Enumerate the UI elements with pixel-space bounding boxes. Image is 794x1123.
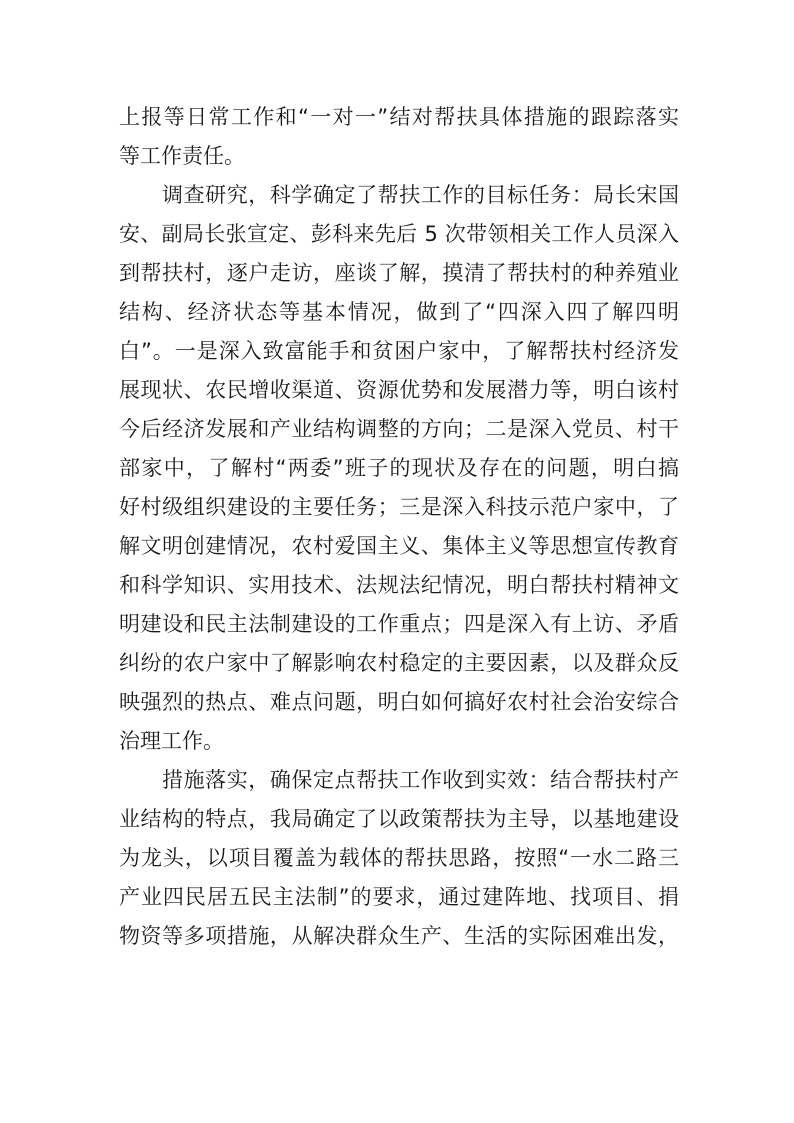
text-line: 解文明创建情况，农村爱国主义、集体主义等思想宣传教育 bbox=[119, 534, 679, 558]
text-line: 物资等多项措施，从解决群众生产、生活的实际困难出发， bbox=[119, 924, 679, 948]
body-text bbox=[119, 98, 679, 956]
text-line: 等工作责任。 bbox=[119, 144, 245, 168]
text-line: 上报等日常工作和“一对一”结对帮扶具体措施的跟踪落实 bbox=[119, 105, 679, 129]
text-line: 今后经济发展和产业结构调整的方向；二是深入党员、村干 bbox=[119, 417, 679, 441]
text-line: 到帮扶村，逐户走访，座谈了解，摸清了帮扶村的种养殖业 bbox=[119, 261, 679, 285]
text-line: 结构、经济状态等基本情况，做到了“四深入四了解四明 bbox=[119, 300, 679, 324]
text-line: 白”。一是深入致富能手和贫困户家中，了解帮扶村经济发 bbox=[119, 339, 679, 363]
text-line: 展现状、农民增收渠道、资源优势和发展潜力等，明白该村 bbox=[119, 378, 679, 402]
text-line: 和科学知识、实用技术、法规法纪情况，明白帮扶村精神文 bbox=[119, 573, 679, 597]
text-line: 映强烈的热点、难点问题，明白如何搞好农村社会治安综合 bbox=[119, 690, 679, 714]
paragraph-start-line: 调查研究，科学确定了帮扶工作的目标任务：局长宋国 bbox=[162, 183, 679, 207]
text-line: 明建设和民主法制建设的工作重点；四是深入有上访、矛盾 bbox=[119, 612, 679, 636]
text-line: 产业四民居五民主法制”的要求，通过建阵地、找项目、捐 bbox=[119, 885, 679, 909]
text-line: 安、副局长张宣定、彭科来先后 5 次带领相关工作人员深入 bbox=[119, 222, 679, 246]
text-line: 业结构的特点，我局确定了以政策帮扶为主导，以基地建设 bbox=[119, 807, 679, 831]
text-line: 为龙头，以项目覆盖为载体的帮扶思路，按照“一水二路三 bbox=[119, 846, 679, 870]
text-line: 部家中，了解村“两委”班子的现状及存在的问题，明白搞 bbox=[119, 456, 679, 480]
text-line: 治理工作。 bbox=[119, 729, 224, 753]
text-line: 好村级组织建设的主要任务；三是深入科技示范户家中，了 bbox=[119, 495, 679, 519]
paragraph-start-line: 措施落实，确保定点帮扶工作收到实效：结合帮扶村产 bbox=[162, 768, 679, 792]
text-line: 纠纷的农户家中了解影响农村稳定的主要因素，以及群众反 bbox=[119, 651, 679, 675]
